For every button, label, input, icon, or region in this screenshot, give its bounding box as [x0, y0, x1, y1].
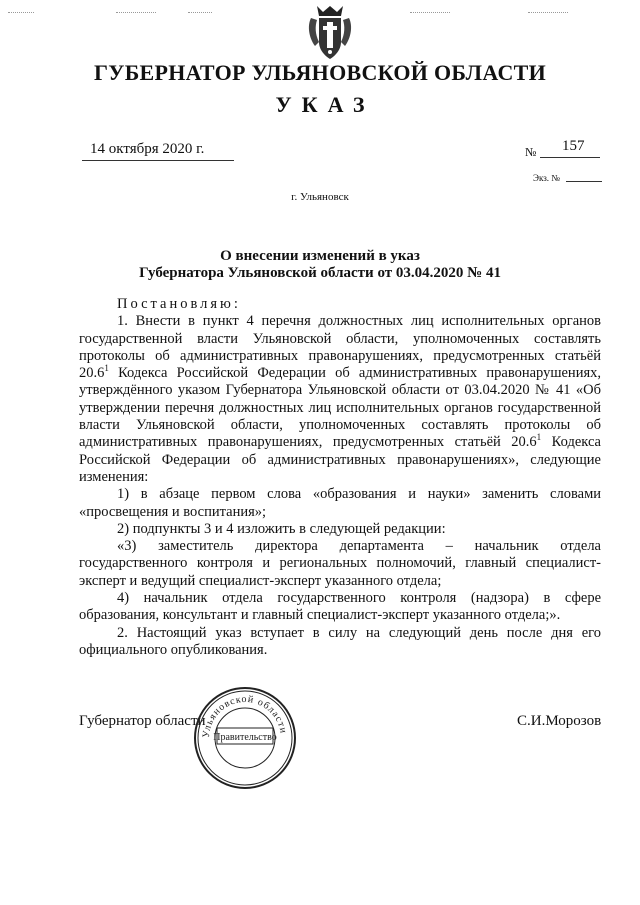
paragraph-1-part-c: Кодекса Российской Федерации об административных правонарушениях», следующие изменения: — [79, 434, 601, 485]
paragraph-1 — [79, 313, 601, 486]
article-superscript: 1 — [536, 432, 542, 443]
copy-number-underline — [566, 181, 602, 182]
item-3: «3) заместитель директора департамента – начальник отдела государственного контроля и региональных полномочий, главный специалист-эксперт и ведущий специалист-эксперт указанного отдела; — [79, 538, 601, 589]
number-underline — [540, 157, 600, 158]
title-line-2: Губернатора Ульяновской области от 03.04.2020 № 41 — [139, 265, 501, 281]
date-underline — [82, 160, 234, 161]
article-superscript: 1 — [104, 363, 109, 374]
seal-ring-text: Ульяновской области — [200, 693, 289, 739]
copy-number-label: Экз. № — [533, 173, 560, 183]
scan-mark — [410, 12, 450, 14]
authority-heading: ГУБЕРНАТОР УЛЬЯНОВСКОЙ ОБЛАСТИ — [93, 60, 547, 85]
official-seal — [193, 686, 297, 790]
paragraph-1-part-b: Кодекса Российской Федерации об административных правонарушениях, утверждённого указом Губернатора Ульяновской области от 03.04.2020 № 41 «Об утверждении перечня должностных лиц исполнительных органов государственной власти Ульяновской области, уполномоченных составлять протоколы об административных правонарушениях, предусмотренных статьёй 20.6 — [79, 365, 601, 451]
signatory-position: Губернатор области — [79, 713, 206, 729]
subitem-2: 2) подпункты 3 и 4 изложить в следующей редакции: — [117, 520, 446, 537]
document-date: 14 октября 2020 г. — [90, 141, 205, 157]
document-body — [79, 296, 601, 659]
title-line-1: О внесении изменений в указ — [220, 248, 420, 264]
seal-text: Правительство — [213, 732, 277, 743]
scan-mark — [116, 12, 156, 14]
signatory-name: С.И.Морозов — [517, 713, 602, 729]
paragraph-1-part-a: 1. Внести в пункт 4 перечня должностных лиц исполнительных органов государственной власти Ульяновской области, уполномоченных составлять протоколы об административных правонарушениях, предусмотренных статьёй 20.6 — [79, 313, 601, 382]
preamble: Постановляю: — [117, 296, 241, 312]
document-title — [0, 248, 640, 282]
number-label: № — [525, 145, 537, 159]
scan-mark — [528, 12, 568, 14]
document-type: УКАЗ — [275, 92, 375, 117]
city: г. Ульяновск — [291, 191, 349, 203]
scan-mark — [188, 12, 212, 14]
scan-mark — [8, 12, 34, 14]
paragraph-2: 2. Настоящий указ вступает в силу на следующий день после дня его официального опубликования. — [79, 624, 601, 658]
item-4: 4) начальник отдела государственного контроля (надзора) в сфере образования, консультант и главный специалист-эксперт указанного отдела;». — [79, 590, 601, 624]
subitem-1: 1) в абзаце первом слова «образования и науки» заменить словами «просвещения и воспитания»; — [79, 486, 601, 520]
document-number: 157 — [562, 138, 585, 154]
coat-of-arms-icon — [305, 2, 355, 64]
